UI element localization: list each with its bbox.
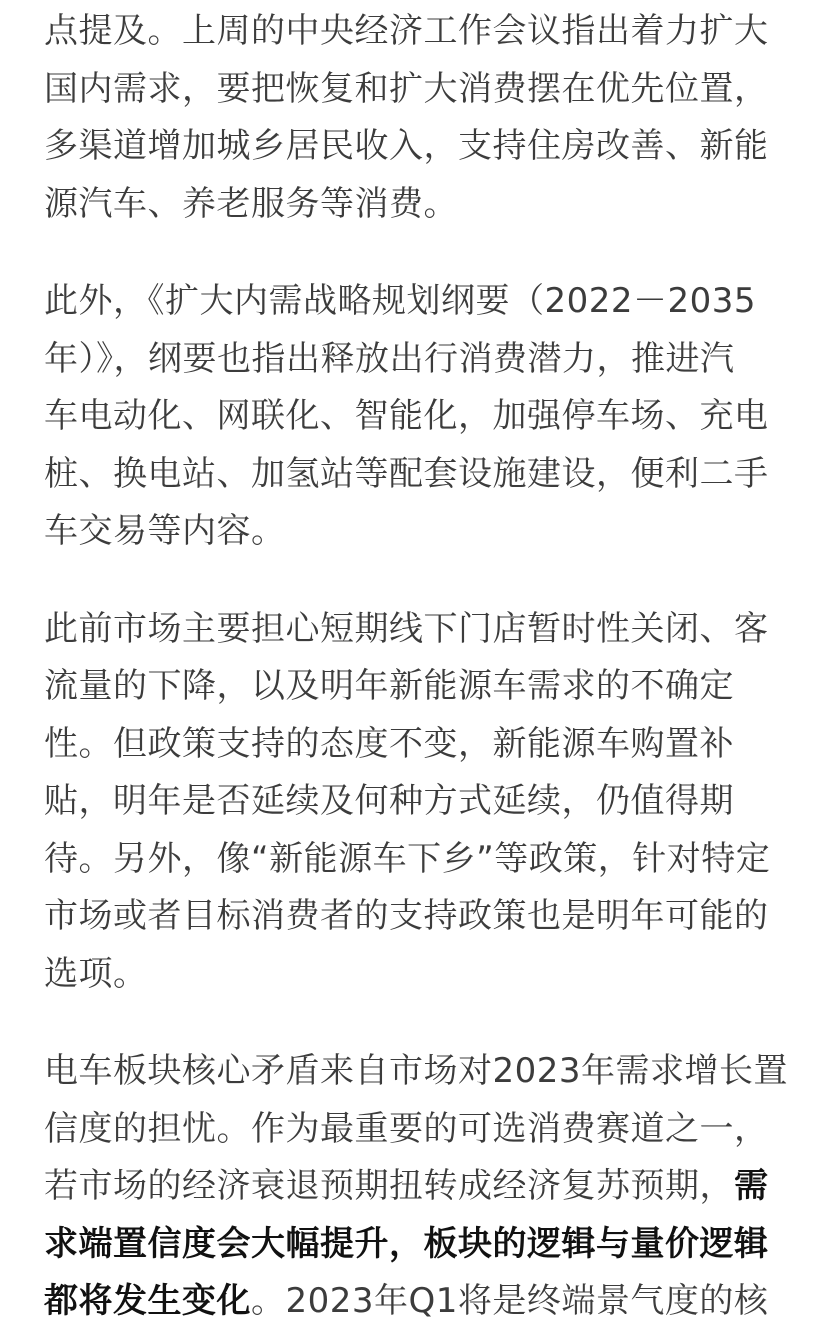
text-segment: 若市场的经济衰退预期扭转成经济复苏预期， bbox=[44, 1166, 734, 1206]
paragraph-domestic-demand-outline bbox=[44, 273, 794, 561]
paragraph-gap bbox=[44, 233, 794, 273]
paragraph-market-concerns bbox=[44, 601, 794, 1004]
text-line: 待。另外，像“新能源车下乡”等政策，针对特定 bbox=[44, 838, 771, 879]
text-line: 电车板块核心矛盾来自市场对2023年需求增长置 bbox=[44, 1051, 789, 1091]
paragraph-consumption-policy bbox=[44, 3, 794, 233]
text-line: 选项。 bbox=[44, 953, 148, 994]
text-segment: 。2023年Q1将是终端景气度的核 bbox=[251, 1281, 769, 1321]
bold-emphasis-line: 求端置信度会大幅提升，板块的逻辑与量价逻辑 bbox=[44, 1223, 769, 1264]
text-line: 点提及。上周的中央经济工作会议指出着力扩大 bbox=[44, 11, 769, 51]
text-line: 此外，《扩大内需战略规划纲要（2022－2035 bbox=[44, 281, 757, 321]
bold-emphasis: 需 bbox=[734, 1166, 769, 1206]
text-line: 信度的担忧。作为最重要的可选消费赛道之一， bbox=[44, 1108, 769, 1149]
paragraph-gap bbox=[44, 1003, 794, 1043]
text-line bbox=[44, 1158, 794, 1216]
text-line: 性。但政策支持的态度不变，新能源车购置补 bbox=[44, 723, 734, 764]
text-line: 贴，明年是否延续及何种方式延续，仍值得期 bbox=[44, 781, 734, 821]
text-line: 桩、换电站、加氢站等配套设施建设，便利二手 bbox=[44, 453, 769, 494]
text-line: 流量的下降，以及明年新能源车需求的不确定 bbox=[44, 666, 734, 706]
text-line: 源汽车、养老服务等消费。 bbox=[44, 183, 458, 224]
text-line: 年）》，纲要也指出释放出行消费潜力，推进汽 bbox=[44, 338, 735, 379]
text-line: 此前市场主要担心短期线下门店暂时性关闭、客 bbox=[44, 608, 769, 649]
text-line: 车交易等内容。 bbox=[44, 511, 286, 551]
paragraph-gap bbox=[44, 561, 794, 601]
text-line: 车电动化、网联化、智能化，加强停车场、充电 bbox=[44, 396, 769, 436]
article-body bbox=[44, 0, 794, 1331]
text-line: 国内需求，要把恢复和扩大消费摆在优先位置， bbox=[44, 68, 769, 109]
bold-emphasis: 都将发生变化 bbox=[44, 1281, 251, 1321]
text-line bbox=[44, 1273, 794, 1331]
paragraph-ev-sector-outlook bbox=[44, 1043, 794, 1331]
text-line: 市场或者目标消费者的支持政策也是明年可能的 bbox=[44, 896, 769, 936]
text-line: 多渠道增加城乡居民收入，支持住房改善、新能 bbox=[44, 126, 769, 166]
